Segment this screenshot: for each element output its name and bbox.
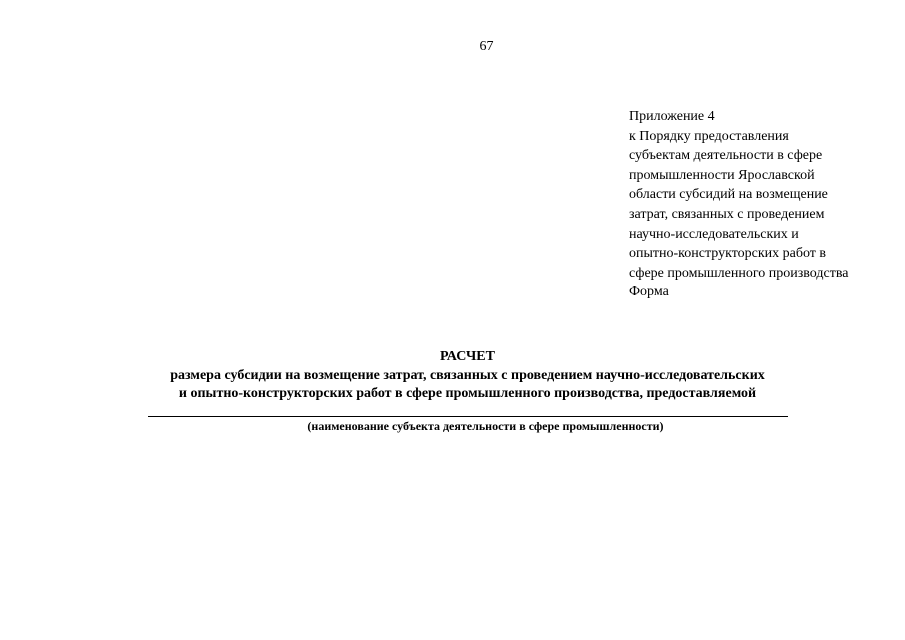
page-number: 67 [479,39,494,54]
fill-in-caption: (наименование субъекта деятельности в сфере промышленности) [307,419,664,433]
fill-in-line [148,416,788,417]
appendix-reference [629,107,899,283]
heading-subtitle-line-1: размера субсидии на возмещение затрат, связанных с проведением научно-исследовательских [170,367,765,383]
appendix-line: затрат, связанных с проведением [629,206,825,222]
form-label: Форма [629,284,669,299]
appendix-line: области субсидий на возмещение [629,187,828,203]
appendix-line: опытно-конструкторских работ в [629,246,827,262]
appendix-line: субъектам деятельности в сфере [629,148,823,164]
heading-subtitle-line-2: и опытно-конструкторских работ в сфере промышленного производства, предоставляемой [178,386,757,401]
appendix-line: сфере промышленного производства [629,265,849,281]
document-heading [100,348,835,404]
appendix-line: Приложение 4 [629,109,715,124]
appendix-line: промышленности Ярославской [629,167,815,183]
appendix-line: к Порядку предоставления [629,128,789,144]
appendix-line: научно-исследовательских и [629,226,799,242]
heading-title: РАСЧЕТ [440,349,495,364]
